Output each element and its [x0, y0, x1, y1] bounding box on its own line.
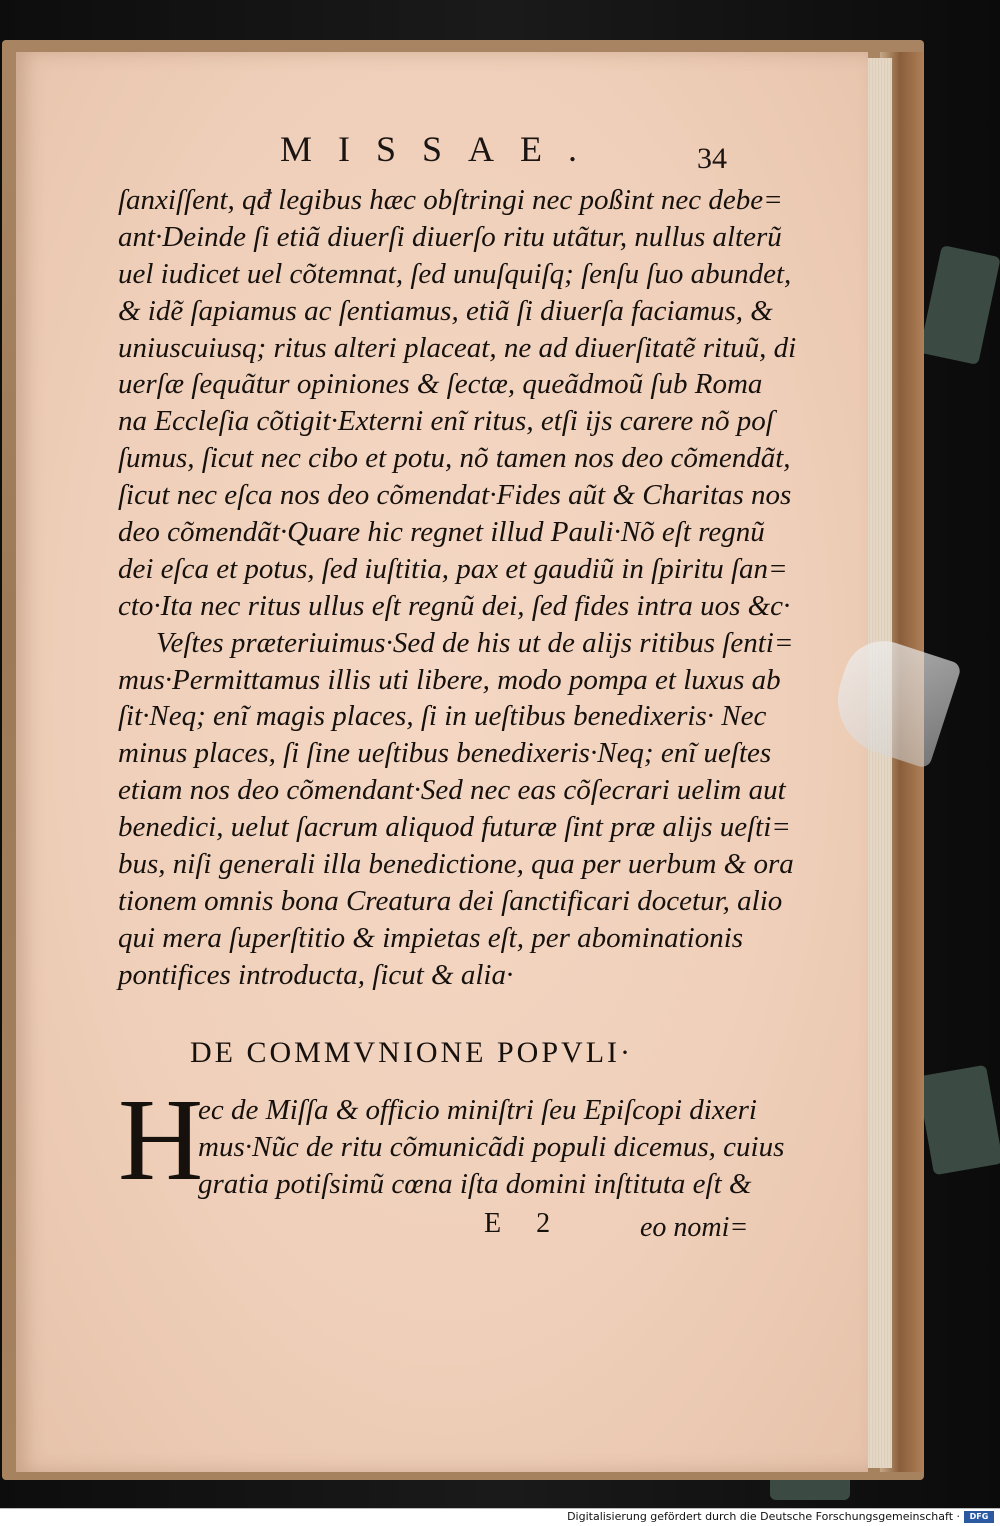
- main-text-block: [118, 182, 797, 994]
- text-line: mus·Permittamus illis uti libere, modo pompa et luxus ab: [118, 663, 781, 696]
- second-paragraph: [118, 1074, 785, 1205]
- footer-bar: [0, 1508, 1000, 1526]
- text-line: Veſtes præteriuimus·Sed de his ut de alijs ritibus ſenti=: [156, 626, 794, 659]
- text-line: tionem omnis bona Creatura dei ſanctificari docetur, alio: [118, 884, 783, 917]
- text-line: qui mera ſuperſtitio & impietas eſt, per abominationis: [118, 921, 744, 954]
- dfg-logo: DFG: [964, 1511, 994, 1523]
- text-line: etiam nos deo cõmendant·Sed nec eas cõſecrari uelim aut: [118, 774, 786, 807]
- text-line: ec de Miſſa & officio miniſtri ſeu Epiſcopi dixeri: [198, 1094, 757, 1126]
- text-line: mus·Nũc de ritu cõmunicãdi populi dicemus, cuius: [198, 1130, 785, 1163]
- text-line: pontifices introducta, ſicut & alia·: [118, 958, 514, 991]
- text-line: ſanxiſſent, qđ legibus hæc obſtringi nec poßint nec debe=: [118, 184, 783, 216]
- text-line: uel iudicet uel cõtemnat, ſed unuſquiſq; ſenſu ſuo abundet,: [118, 257, 792, 290]
- text-line: na Eccleſia cõtigit·Externi enĩ ritus, etſi ijs carere nõ poſ: [118, 405, 774, 438]
- text-line: & idẽ ſapiamus ac ſentiamus, etiã ſi diuerſa faciamus, &: [118, 294, 773, 327]
- text-line: minus places, ſi ſine ueſtibus benedixeris·Neq; enĩ ueſtes: [118, 737, 772, 770]
- text-line: benedici, uelut ſacrum aliquod futuræ ſint præ alijs ueſti=: [118, 811, 791, 844]
- text-line: ſumus, ſicut nec cibo et potu, nõ tamen nos deo cõmendãt,: [118, 442, 791, 475]
- text-line: gratia potiſsimũ cœna iſta domini inſtituta eſt &: [198, 1167, 752, 1200]
- funding-credit: Digitalisierung gefördert durch die Deutsche Forschungsgemeinschaft ·: [567, 1510, 960, 1523]
- signature-mark: E 2: [484, 1208, 565, 1239]
- text-line: deo cõmendãt·Quare hic regnet illud Pauli·Nõ eſt regnũ: [118, 516, 765, 549]
- running-head: MISSAE.: [280, 129, 604, 169]
- text-line: ant·Deinde ſi etiã diuerſi diuerſo ritu utãtur, nullus alterũ: [118, 220, 782, 253]
- section-heading: DE COMMVNIONE POPVLI·: [190, 1036, 633, 1069]
- text-line: uerſæ ſequãtur opiniones & ſectæ, queãdmoũ ſub Roma: [118, 368, 763, 401]
- text-line: bus, niſi generali illa benedictione, qua per uerbum & ora: [118, 848, 794, 881]
- drop-capital: H: [118, 1074, 204, 1205]
- text-line: ſit·Neq; enĩ magis places, ſi in ueſtibus benedixeris· Nec: [118, 700, 767, 733]
- text-line: uniuscuiusq; ritus alteri placeat, ne ad diuerſitatẽ rituũ, di: [118, 331, 797, 364]
- page-number: 34: [697, 142, 727, 175]
- text-line: cto·Ita nec ritus ullus eſt regnũ dei, ſed fides intra uos &c·: [118, 589, 791, 622]
- text-line: ſicut nec eſca nos deo cõmendat·Fides aũt & Charitas nos: [118, 479, 792, 512]
- text-line: dei eſca et potus, ſed iuſtitia, pax et gaudiũ in ſpiritu ſan=: [118, 552, 788, 585]
- catchword: eo nomi=: [640, 1212, 749, 1243]
